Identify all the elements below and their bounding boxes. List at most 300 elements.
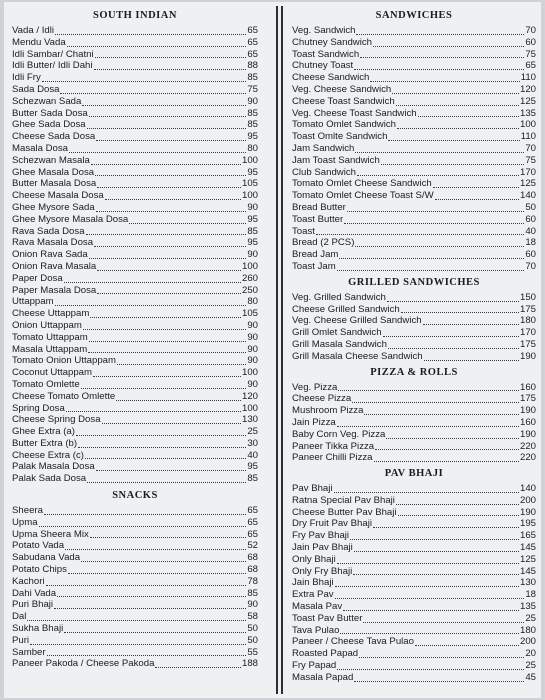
menu-item-price: 200: [519, 494, 536, 506]
menu-item-price: 20: [525, 648, 536, 660]
menu-item-price: 250: [241, 284, 258, 296]
menu-item-price: 90: [247, 201, 258, 213]
menu-item-name: Toast Jam: [292, 260, 336, 272]
dot-leader: [344, 222, 524, 224]
right-column: [292, 6, 536, 684]
menu-item-price: 58: [247, 611, 258, 623]
menu-item-row: [292, 530, 536, 542]
dot-leader: [65, 548, 246, 550]
menu-item-price: 88: [247, 60, 258, 72]
menu-item-price: 100: [241, 402, 258, 414]
menu-item-price: 100: [519, 119, 536, 131]
menu-item-row: [12, 391, 258, 403]
menu-item-row: [12, 355, 258, 367]
sandwiches-list: [292, 25, 536, 273]
menu-item-name: Cheese Masala Dosa: [12, 190, 104, 202]
dot-leader: [55, 304, 247, 306]
dot-leader: [435, 198, 519, 200]
dot-leader: [357, 174, 519, 176]
menu-item-row: [12, 623, 258, 635]
menu-item-row: [12, 84, 258, 96]
menu-item-price: 75: [525, 154, 536, 166]
dot-leader: [354, 550, 519, 552]
menu-item-price: 90: [247, 355, 258, 367]
menu-item-name: Cheese Toast Sandwich: [292, 95, 395, 107]
menu-item-name: Onion Rava Sada: [12, 249, 88, 261]
menu-item-name: Cheese Spring Dosa: [12, 414, 101, 426]
menu-item-row: [292, 292, 536, 304]
dot-leader: [82, 104, 246, 106]
menu-item-price: 85: [247, 119, 258, 131]
menu-item-name: Toast Omlte Sandwich: [292, 131, 388, 143]
menu-item-row: [12, 49, 258, 61]
menu-item-name: Ghee Mysore Sada: [12, 201, 95, 213]
dot-leader: [86, 233, 247, 235]
menu-item-row: [12, 25, 258, 37]
menu-item-price: 100: [241, 154, 258, 166]
menu-item-name: Kachori: [12, 575, 45, 587]
menu-item-row: [292, 452, 536, 464]
menu-item-row: [292, 72, 536, 84]
menu-item-name: Jain Bhaji: [292, 577, 334, 589]
menu-item-name: Roasted Papad: [292, 648, 359, 660]
south-indian-list: [12, 25, 258, 485]
menu-item-row: [292, 577, 536, 589]
menu-item-price: 145: [519, 542, 536, 554]
menu-item-price: 68: [247, 552, 258, 564]
menu-item-row: [292, 214, 536, 226]
menu-item-row: [292, 566, 536, 578]
menu-item-row: [292, 483, 536, 495]
menu-item-price: 65: [247, 516, 258, 528]
menu-item-name: Sukha Bhaji: [12, 623, 64, 635]
menu-item-name: Butter Masala Dosa: [12, 178, 97, 190]
menu-item-name: Rava Sada Dosa: [12, 225, 85, 237]
menu-item-name: Paneer Chilli Pizza: [292, 452, 373, 464]
menu-item-row: [12, 461, 258, 473]
menu-item-row: [292, 190, 536, 202]
menu-item-name: Potato Chips: [12, 564, 67, 576]
menu-item-price: 70: [525, 260, 536, 272]
menu-item-price: 70: [525, 142, 536, 154]
section-heading-grilled-sandwiches: GRILLED SANDWICHES: [348, 276, 480, 288]
menu-item-price: 60: [525, 36, 536, 48]
menu-item-price: 50: [247, 634, 258, 646]
menu-item-row: [12, 214, 258, 226]
menu-item-price: 40: [247, 449, 258, 461]
menu-item-price: 190: [519, 506, 536, 518]
dot-leader: [356, 33, 524, 35]
dot-leader: [359, 656, 524, 658]
menu-item-row: [12, 426, 258, 438]
menu-item-name: Toast Sandwich: [292, 48, 360, 60]
dot-leader: [87, 481, 246, 483]
menu-item-price: 30: [247, 437, 258, 449]
menu-item-name: Jain Pizza: [292, 416, 336, 428]
dot-leader: [155, 666, 241, 668]
menu-item-price: 55: [247, 646, 258, 658]
menu-item-row: [292, 636, 536, 648]
menu-item-row: [12, 450, 258, 462]
menu-item-name: Veg. Cheese Grilled Sandwich: [292, 315, 422, 327]
dot-leader: [335, 597, 525, 599]
menu-item-name: Potato Vada: [12, 540, 65, 552]
dot-leader: [381, 163, 525, 165]
menu-item-name: Ghee Extra (a): [12, 426, 75, 438]
menu-item-row: [12, 226, 258, 238]
menu-item-name: Cheese Extra (c): [12, 449, 84, 461]
menu-item-price: 160: [519, 416, 536, 428]
menu-item-name: Palak Sada Dosa: [12, 473, 87, 485]
menu-item-price: 170: [519, 166, 536, 178]
menu-item-row: [12, 143, 258, 155]
menu-item-price: 190: [519, 428, 536, 440]
menu-item-price: 90: [247, 599, 258, 611]
dot-leader: [97, 269, 241, 271]
menu-item-row: [12, 37, 258, 49]
menu-item-name: Sada Dosa: [12, 83, 60, 95]
menu-item-row: [12, 599, 258, 611]
dot-leader: [94, 68, 247, 70]
menu-item-name: Upma Sheera Mix: [12, 528, 89, 540]
menu-item-row: [12, 564, 258, 576]
dot-leader: [350, 538, 519, 540]
menu-item-name: Toast Butter: [292, 213, 344, 225]
menu-item-row: [292, 382, 536, 394]
dot-leader: [30, 643, 246, 645]
menu-item-row: [292, 441, 536, 453]
menu-item-name: Club Sandwich: [292, 166, 356, 178]
menu-item-row: [12, 119, 258, 131]
dot-leader: [337, 425, 519, 427]
menu-item-name: Tomato Omlet Cheese Toast S/W: [292, 190, 434, 202]
menu-item-row: [12, 296, 258, 308]
menu-item-row: [12, 647, 258, 659]
dot-leader: [354, 680, 524, 682]
menu-item-row: [292, 261, 536, 273]
menu-item-price: 85: [247, 587, 258, 599]
menu-item-price: 25: [525, 660, 536, 672]
menu-item-price: 68: [247, 564, 258, 576]
menu-item-row: [292, 518, 536, 530]
menu-item-price: 150: [519, 291, 536, 303]
menu-item-price: 95: [247, 166, 258, 178]
menu-item-price: 190: [519, 405, 536, 417]
menu-item-price: 85: [247, 225, 258, 237]
menu-item-row: [292, 339, 536, 351]
menu-item-price: 160: [519, 381, 536, 393]
dot-leader: [55, 33, 246, 35]
menu-item-row: [12, 473, 258, 485]
menu-item-row: [12, 131, 258, 143]
dot-leader: [39, 525, 247, 527]
menu-item-price: 188: [241, 658, 258, 670]
dot-leader: [64, 281, 241, 283]
dot-leader: [116, 399, 241, 401]
menu-item-price: 200: [519, 636, 536, 648]
menu-item-name: Tomato Omlet Sandwich: [292, 119, 396, 131]
menu-item-name: Tomato Omlette: [12, 378, 80, 390]
menu-item-price: 78: [247, 575, 258, 587]
menu-item-name: Palak Masala Dosa: [12, 461, 95, 473]
menu-item-row: [292, 315, 536, 327]
menu-item-name: Cheese Butter Pav Bhaji: [292, 506, 397, 518]
menu-item-row: [292, 155, 536, 167]
menu-item-price: 195: [519, 518, 536, 530]
dot-leader: [339, 257, 524, 259]
dot-leader: [60, 92, 246, 94]
menu-item-row: [12, 273, 258, 285]
menu-item-price: 220: [519, 440, 536, 452]
menu-item-name: Grill Masala Cheese Sandwich: [292, 350, 423, 362]
menu-item-price: 90: [247, 331, 258, 343]
menu-item-price: 45: [525, 671, 536, 683]
dot-leader: [90, 316, 241, 318]
menu-item-row: [12, 72, 258, 84]
menu-item-name: Paneer / Cheese Tava Pulao: [292, 636, 414, 648]
menu-item-row: [12, 403, 258, 415]
menu-item-price: 60: [525, 249, 536, 261]
menu-item-row: [12, 285, 258, 297]
dot-leader: [316, 233, 524, 235]
menu-item-price: 145: [519, 565, 536, 577]
menu-item-name: Fry Pav Bhaji: [292, 530, 350, 542]
dot-leader: [96, 139, 246, 141]
menu-item-name: Cheese Uttappam: [12, 308, 90, 320]
menu-item-row: [292, 495, 536, 507]
dot-leader: [42, 80, 247, 82]
dot-leader: [83, 328, 246, 330]
menu-item-row: [12, 344, 258, 356]
dot-leader: [374, 460, 519, 462]
menu-item-price: 50: [525, 201, 536, 213]
dot-leader: [363, 621, 524, 623]
menu-item-price: 25: [525, 612, 536, 624]
menu-item-name: Bread (2 PCS): [292, 237, 355, 249]
menu-item-row: [292, 672, 536, 684]
menu-item-row: [292, 49, 536, 61]
menu-item-name: Ghee Masala Dosa: [12, 166, 95, 178]
menu-item-name: Sheera: [12, 505, 43, 517]
menu-item-price: 65: [247, 528, 258, 540]
menu-item-name: Paneer Tikka Pizza: [292, 440, 375, 452]
menu-item-price: 135: [519, 601, 536, 613]
menu-item-price: 85: [247, 107, 258, 119]
menu-item-name: Paper Masala Dosa: [12, 284, 97, 296]
menu-item-price: 60: [525, 213, 536, 225]
menu-item-row: [12, 658, 258, 670]
menu-item-name: Tomato Onion Uttappam: [12, 355, 116, 367]
menu-item-price: 95: [247, 131, 258, 143]
menu-item-row: [12, 108, 258, 120]
dot-leader: [93, 375, 241, 377]
menu-item-price: 70: [525, 25, 536, 36]
dot-leader: [64, 631, 246, 633]
menu-item-name: Veg. Cheese Sandwich: [292, 83, 392, 95]
menu-item-name: Samber: [12, 646, 46, 658]
menu-item-name: Idli Fry: [12, 72, 41, 84]
menu-item-name: Tava Pulao: [292, 624, 340, 636]
menu-item-row: [12, 96, 258, 108]
dot-leader: [373, 45, 524, 47]
menu-item-name: Sabudana Vada: [12, 552, 81, 564]
dot-leader: [94, 245, 246, 247]
menu-item-row: [292, 405, 536, 417]
menu-item-row: [292, 417, 536, 429]
menu-item-name: Onion Uttappam: [12, 319, 82, 331]
dot-leader: [343, 609, 519, 611]
dot-leader: [337, 562, 519, 564]
menu-item-row: [12, 438, 258, 450]
menu-item-name: Grill Omlet Sandwich: [292, 327, 382, 339]
menu-item-row: [12, 60, 258, 72]
menu-item-price: 18: [525, 589, 536, 601]
menu-item-price: 65: [247, 36, 258, 48]
dot-leader: [375, 448, 519, 450]
menu-item-price: 125: [519, 178, 536, 190]
dot-leader: [353, 573, 519, 575]
menu-item-row: [292, 167, 536, 179]
menu-item-row: [292, 554, 536, 566]
dot-leader: [117, 363, 246, 365]
menu-item-price: 140: [519, 483, 536, 495]
menu-item-row: [12, 249, 258, 261]
menu-item-row: [292, 96, 536, 108]
menu-page: [4, 2, 541, 698]
dot-leader: [354, 68, 524, 70]
dot-leader: [89, 340, 247, 342]
menu-item-name: Dahi Vada: [12, 587, 57, 599]
menu-item-price: 52: [247, 540, 258, 552]
menu-item-row: [292, 648, 536, 660]
dot-leader: [95, 56, 247, 58]
dot-leader: [401, 311, 519, 313]
menu-item-row: [292, 327, 536, 339]
dot-leader: [129, 222, 246, 224]
dot-leader: [68, 572, 246, 574]
menu-item-price: 100: [241, 190, 258, 202]
dot-leader: [91, 163, 241, 165]
dot-leader: [388, 139, 519, 141]
menu-item-name: Chutney Toast: [292, 60, 354, 72]
dot-leader: [370, 80, 519, 82]
dot-leader: [397, 127, 519, 129]
menu-item-row: [12, 588, 258, 600]
menu-item-name: Idli Butter/ Idli Dahi: [12, 60, 93, 72]
menu-item-name: Ghee Mysore Masala Dosa: [12, 213, 129, 225]
menu-item-name: Rava Masala Dosa: [12, 237, 94, 249]
menu-item-name: Paneer Pakoda / Cheese Pakoda: [12, 658, 155, 670]
menu-item-price: 190: [519, 350, 536, 362]
dot-leader: [27, 619, 246, 621]
menu-item-price: 75: [525, 48, 536, 60]
menu-item-row: [292, 37, 536, 49]
menu-item-name: Veg. Sandwich: [292, 25, 356, 36]
menu-item-name: Extra Pav: [292, 589, 334, 601]
menu-item-name: Cheese Tomato Omlette: [12, 390, 116, 402]
menu-item-row: [292, 589, 536, 601]
dot-leader: [337, 269, 525, 271]
menu-item-row: [12, 505, 258, 517]
menu-item-row: [292, 202, 536, 214]
menu-item-name: Bread Butter: [292, 201, 346, 213]
menu-item-name: Ghee Sada Dosa: [12, 119, 86, 131]
menu-item-row: [292, 542, 536, 554]
dot-leader: [415, 644, 519, 646]
column-divider: [276, 6, 278, 694]
menu-item-name: Veg. Cheese Toast Sandwich: [292, 107, 417, 119]
menu-item-name: Toast Pav Butter: [292, 612, 363, 624]
menu-item-price: 170: [519, 327, 536, 339]
dot-leader: [69, 151, 246, 153]
snacks-list: [12, 505, 258, 670]
menu-item-name: Onion Rava Masala: [12, 260, 97, 272]
menu-item-name: Veg. Pizza: [292, 381, 338, 393]
menu-item-price: 18: [525, 237, 536, 249]
menu-item-row: [12, 529, 258, 541]
menu-item-price: 140: [519, 190, 536, 202]
dot-leader: [334, 491, 519, 493]
dot-leader: [87, 127, 247, 129]
dot-leader: [81, 560, 246, 562]
menu-item-row: [12, 576, 258, 588]
dot-leader: [44, 513, 246, 515]
dot-leader: [392, 92, 519, 94]
menu-item-price: 175: [519, 303, 536, 315]
menu-item-price: 95: [247, 213, 258, 225]
dot-leader: [360, 56, 524, 58]
menu-item-name: Ratna Special Pav Bhaji: [292, 494, 395, 506]
menu-item-name: Coconut Uttappam: [12, 367, 92, 379]
dot-leader: [81, 387, 247, 389]
menu-item-row: [292, 119, 536, 131]
dot-leader: [54, 607, 246, 609]
menu-item-name: Vada / Idli: [12, 25, 54, 36]
dot-leader: [88, 351, 246, 353]
menu-item-name: Uttappam: [12, 296, 54, 308]
menu-item-name: Veg. Grilled Sandwich: [292, 291, 386, 303]
dot-leader: [46, 584, 247, 586]
menu-item-price: 135: [519, 107, 536, 119]
section-heading-pav-bhaji: PAV BHAJI: [384, 468, 444, 480]
menu-item-name: Upma: [12, 516, 38, 528]
menu-item-price: 175: [519, 338, 536, 350]
menu-item-price: 180: [519, 624, 536, 636]
menu-item-name: Fry Papad: [292, 660, 337, 672]
menu-item-name: Spring Dosa: [12, 402, 65, 414]
dot-leader: [338, 389, 519, 391]
dot-leader: [105, 198, 241, 200]
section-heading-pizza-rolls: PIZZA & ROLLS: [370, 366, 458, 378]
menu-item-name: Cheese Sada Dosa: [12, 131, 96, 143]
menu-item-row: [12, 379, 258, 391]
menu-item-price: 110: [520, 72, 536, 84]
menu-item-price: 85: [247, 72, 258, 84]
section-heading-snacks: SNACKS: [112, 490, 158, 502]
menu-item-name: Cheese Sandwich: [292, 72, 370, 84]
menu-item-name: Dry Fruit Pav Bhaji: [292, 518, 372, 530]
menu-item-row: [292, 507, 536, 519]
dot-leader: [352, 401, 519, 403]
menu-item-row: [292, 143, 536, 155]
menu-item-name: Only Bhaji: [292, 553, 336, 565]
dot-leader: [102, 422, 241, 424]
dot-leader: [335, 585, 519, 587]
menu-item-name: Cheese Pizza: [292, 393, 352, 405]
menu-item-name: Grill Masala Sandwich: [292, 338, 387, 350]
menu-item-row: [12, 261, 258, 273]
menu-item-price: 125: [519, 95, 536, 107]
